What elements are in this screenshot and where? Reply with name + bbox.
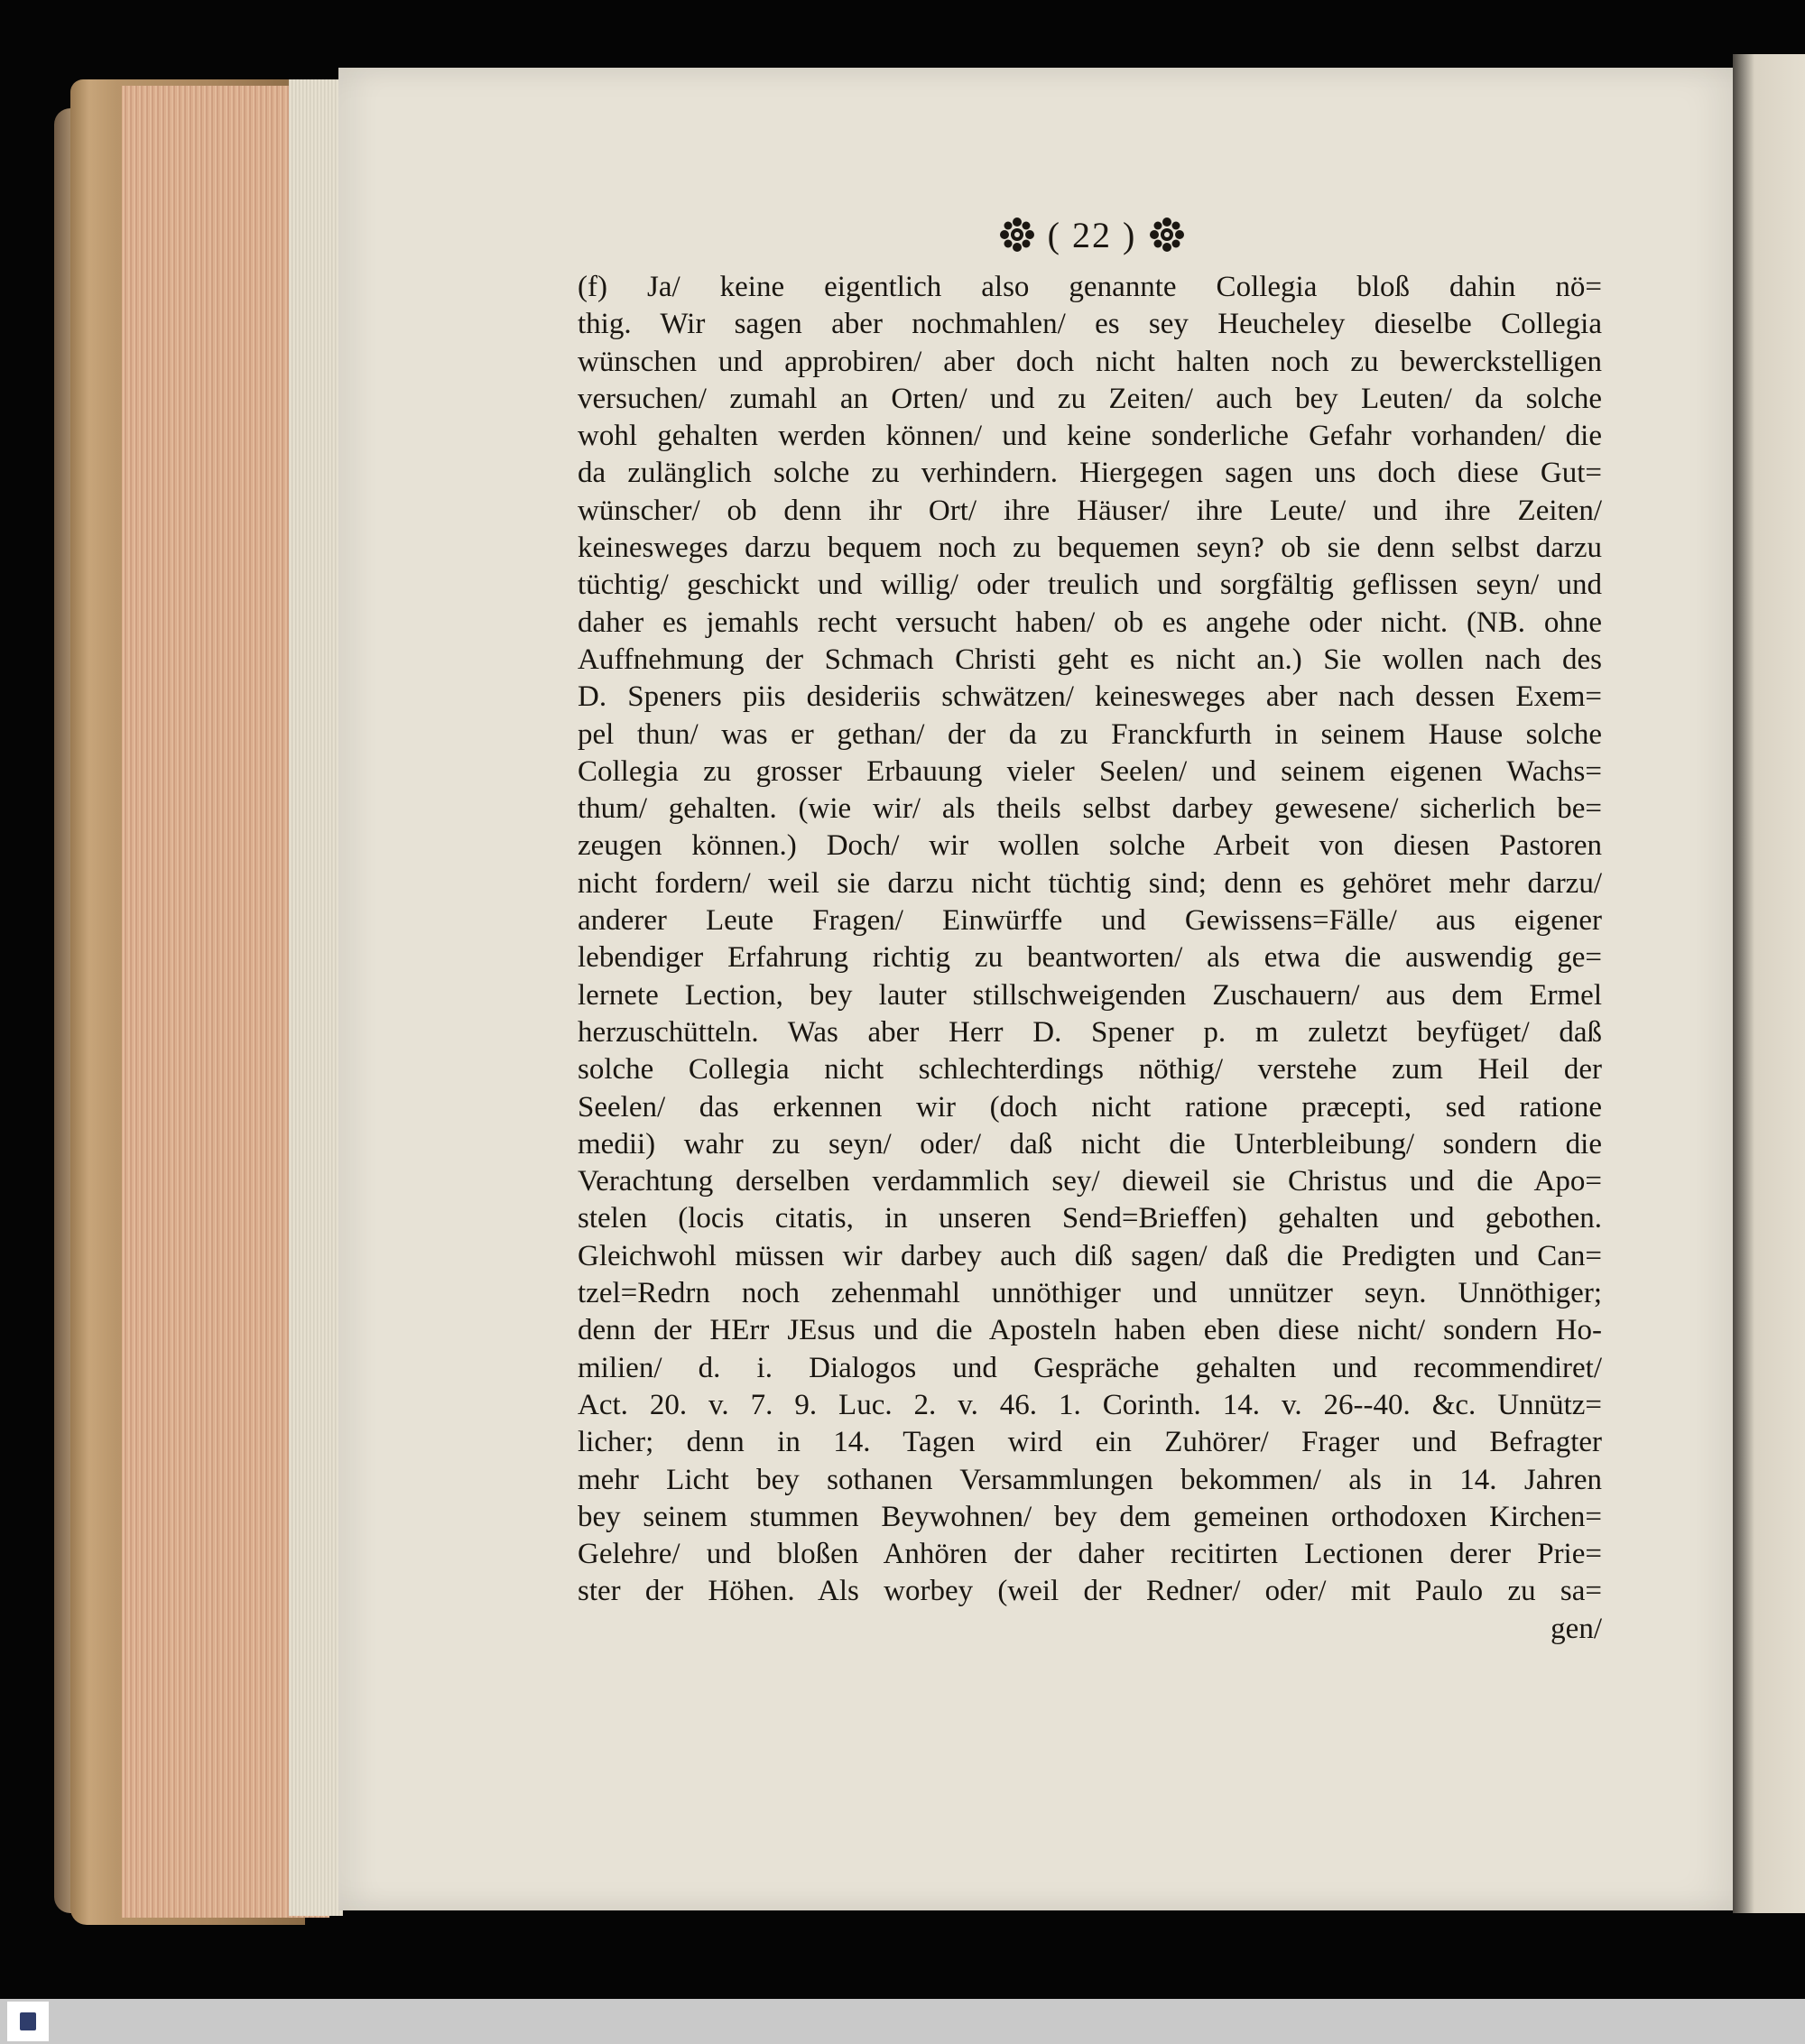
text-line: Gleichwohl müssen wir darbey auch diß sagen/ daß die Predigten und Can= [578,1239,1602,1272]
text-line: Collegia zu grosser Erbauung vieler Seelen/ und seinem eigenen Wachs= [578,754,1602,788]
text-line: (f) Ja/ keine eigentlich also genannte Collegia bloß dahin nö= [578,271,1602,303]
text-line: milien/ d. i. Dialogos und Gespräche gehalten und recommendiret/ [578,1351,1602,1384]
text-line: licher; denn in 14. Tagen wird ein Zuhörer/ Frager und Befragter [578,1426,1602,1459]
text-line: thig. Wir sagen aber nochmahlen/ es sey Heucheley dieselbe Collegia [578,308,1602,341]
text-line: tzel=Redrn noch zehenmahl unnöthiger und unnützer seyn. Unnöthiger; [578,1277,1602,1310]
text-line-catchword: gen/ [1550,1612,1602,1645]
text-line: tüchtig/ geschickt und willig/ oder treulich und sorgfältig geflissen seyn/ und [578,569,1602,602]
text-line: thum/ gehalten. (wie wir/ als theils selbst darbey gewesene/ sicherlich be= [578,792,1602,826]
text-line: lernete Lection, bey lauter stillschweigenden Zuschauern/ aus dem Ermel [578,978,1602,1012]
text-line: zeugen können.) Doch/ wir wollen solche Arbeit von diesen Pastoren [578,829,1602,863]
text-line: solche Collegia nicht schlechterdings nöthig/ verstehe zum Heil der [578,1053,1602,1087]
text-line: wünscher/ ob denn ihr Ort/ ihre Häuser/ ihre Leute/ und ihre Zeiten/ [578,494,1602,527]
flower-ornament-icon [1147,215,1187,254]
text-line: versuchen/ zumahl an Orten/ und zu Zeiten/ auch bey Leuten/ da solche [578,382,1602,415]
viewer-footer-bar [0,1999,1805,2044]
body-text [578,269,1602,1648]
text-line: keinesweges darzu bequem noch zu bequemen seyn? ob sie denn selbst darzu [578,532,1602,565]
text-line: Auffnehmung der Schmach Christi geht es nicht an.) Sie wollen nach des [578,643,1602,676]
text-line: stelen (locis citatis, in unseren Send=Brieffen) gehalten und gebothen. [578,1202,1602,1235]
text-line: herzuschütteln. Was aber Herr D. Spener p. m zuletzt beyfüget/ daß [578,1015,1602,1049]
text-line: nicht fordern/ weil sie darzu nicht tüchtig sind; denn es gehöret mehr darzu/ [578,866,1602,900]
text-line: medii) wahr zu seyn/ oder/ daß nicht die Unterbleibung/ sondern die [578,1127,1602,1161]
text-line: wünschen und approbiren/ aber doch nicht halten noch zu bewerckstelligen [578,345,1602,378]
page-number: ( 22 ) [1047,214,1137,255]
text-line: Act. 20. v. 7. 9. Luc. 2. v. 46. 1. Corinth. 14. v. 26--40. &c. Unnütz= [578,1388,1602,1421]
page-header [979,212,1205,257]
text-line: ster der Höhen. Als worbey (weil der Redner/ oder/ mit Paulo zu sa= [578,1575,1602,1608]
book-gutter [1733,54,1805,1913]
text-line: denn der HErr JEsus und die Aposteln haben eben diese nicht/ sondern Ho- [578,1314,1602,1347]
text-line: Gelehre/ und bloßen Anhören der daher recitirten Lectionen derer Prie= [578,1538,1602,1571]
flower-ornament-icon [997,215,1037,254]
library-logo-icon[interactable] [7,2002,49,2041]
text-line: wohl gehalten werden können/ und keine sonderliche Gefahr vorhanden/ die [578,420,1602,453]
text-line: bey seinem stummen Beywohnen/ bey dem gemeinen orthodoxen Kirchen= [578,1500,1602,1533]
text-line: anderer Leute Fragen/ Einwürffe und Gewissens=Fälle/ aus eigener [578,904,1602,938]
text-line: daher es jemahls recht versucht haben/ ob es angehe oder nicht. (NB. ohne [578,606,1602,639]
text-line: da zulänglich solche zu verhindern. Hiergegen sagen uns doch diese Gut= [578,457,1602,490]
page-edges-inner [289,79,343,1916]
text-line: Verachtung derselben verdammlich sey/ dieweil sie Christus und die Apo= [578,1165,1602,1198]
text-line: pel thun/ was er gethan/ der da zu Franckfurth in seinem Hause solche [578,717,1602,751]
text-line: Seelen/ das erkennen wir (doch nicht ratione præcepti, sed ratione [578,1090,1602,1124]
text-line: D. Speners piis desideriis schwätzen/ keinesweges aber nach dessen Exem= [578,680,1602,714]
text-line: mehr Licht bey sothanen Versammlungen bekommen/ als in 14. Jahren [578,1463,1602,1496]
logo-mark [20,2012,36,2030]
text-line: lebendiger Erfahrung richtig zu beantworten/ als etwa die auswendig ge= [578,941,1602,975]
